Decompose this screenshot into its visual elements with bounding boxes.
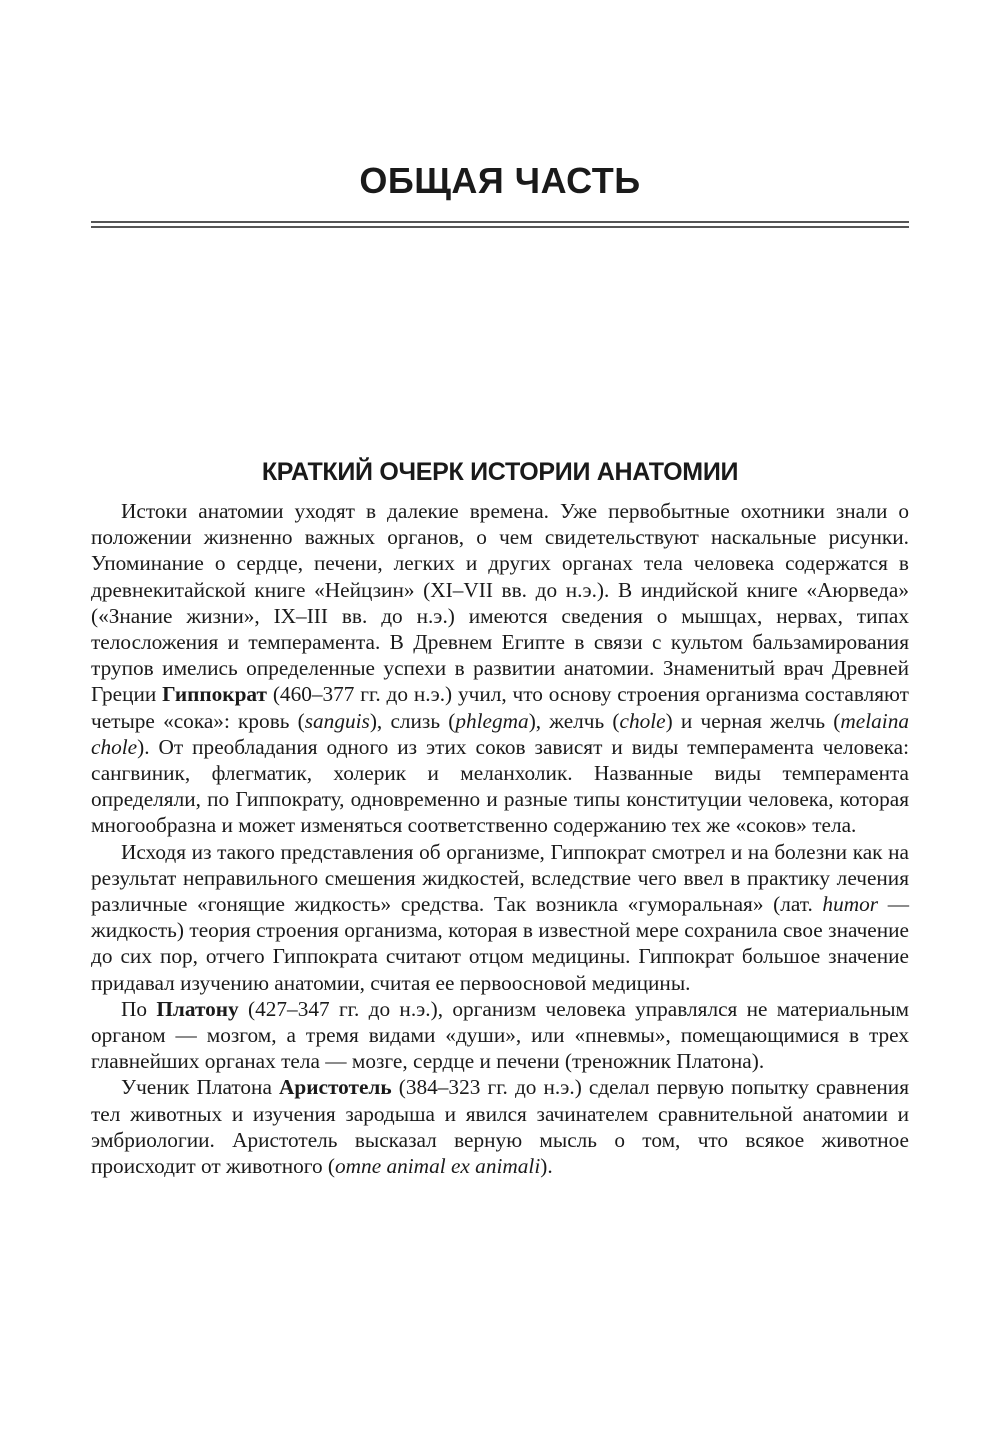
latin-term-melaina-chole: melaina chole — [91, 708, 909, 759]
name-plato: Платону — [156, 996, 239, 1021]
latin-term-chole: chole — [619, 708, 666, 733]
paragraph-1 — [91, 498, 909, 839]
latin-term-phlegma: phlegma — [455, 708, 529, 733]
paragraph-3-text-b: (427–347 гг. до н.э.), организм человека управлялся не материальным органом — мозгом, а тремя видами «души», или «пневмы», помещающимися в трех главнейших органах тела — мозге, сердце и печени (треножник Платона). — [91, 996, 909, 1074]
paragraph-1-text-f: ). От преобладания одного из этих соков зависят и виды темперамента человека: сангвиник, флегматик, холерик и меланхолик. Названные виды темперамента определяли, по Гиппократу, одновременно и разные типы конституции человека, которая многообразна и может изменяться соответственно содержанию тех же «соков» тела. — [91, 734, 909, 838]
paragraph-1-text-c: ), слизь ( — [369, 708, 456, 733]
title-double-rule — [91, 221, 909, 228]
latin-term-humor: humor — [822, 892, 879, 917]
paragraph-1-text-e: ) и черная желчь ( — [665, 708, 841, 733]
paragraph-2-text-b: — жидкость) теория строения организма, которая в известной мере сохранила свое значение до сих пор, отчего Гиппократа считают отцом медицины. Гиппократ большое значение придавал изучению анатомии, считая ее первоосновой медицины. — [91, 892, 909, 995]
paragraph-3 — [91, 996, 909, 1075]
name-aristotle: Аристотель — [279, 1075, 392, 1100]
page-title: ОБЩАЯ ЧАСТЬ — [359, 160, 641, 201]
paragraph-2-text-a: Исходя из такого представления об организме, Гиппократ смотрел и на болезни как на результат неправильного смешения жидкостей, вследствие чего ввел в практику лечения различные «гонящие жидкость» средства. Так возникла «гуморальная» (лат. — [91, 839, 909, 917]
paragraph-3-text-a: По — [121, 996, 157, 1021]
latin-phrase-omne-animal: omne animal ex animali — [335, 1154, 541, 1179]
paragraph-4-text-b: (384–323 гг. до н.э.) сделал первую попытку сравнения тел животных и изучения зародыша и явился зачинателем сравнительной анатомии и эмбриологии. Аристотель высказал верную мысль о том, что всякое животное происходит от животного ( — [91, 1075, 910, 1179]
paragraph-4-text-c: ). — [540, 1154, 553, 1179]
paragraph-4-text-a: Ученик Платона — [121, 1075, 280, 1100]
name-hippocrates: Гиппократ — [162, 682, 267, 707]
paragraph-4 — [91, 1074, 909, 1179]
paragraph-1-text-b: (460–377 гг. до н.э.) учил, что основу строения организма составляют четыре «сока»: кровь ( — [91, 682, 909, 733]
latin-term-sanguis: sanguis — [304, 708, 370, 733]
section-heading: КРАТКИЙ ОЧЕРК ИСТОРИИ АНАТОМИИ — [261, 458, 739, 486]
paragraph-1-text-d: ), желчь ( — [528, 708, 620, 733]
paragraph-2 — [91, 839, 909, 996]
body-text — [91, 498, 909, 1179]
paragraph-1-text-a: Истоки анатомии уходят в далекие времена. Уже первобытные охотники знали о положении жизненно важных органов, о чем свидетельствуют наскальные рисунки. Упоминание о сердце, печени, легких и других органах тела человека содержатся в древнекитайской книге «Нейцзин» (XI–VII вв. до н.э.). В индийской книге «Аюрведа» («Знание жизни», IX–III вв. до н.э.) имеются сведения о мышцах, нервах, типах телосложения и темперамента. В Древнем Египте в связи с культом бальзамирования трупов имелись определенные успехи в развитии анатомии. Знаменитый врач Древней Греции — [91, 499, 909, 707]
